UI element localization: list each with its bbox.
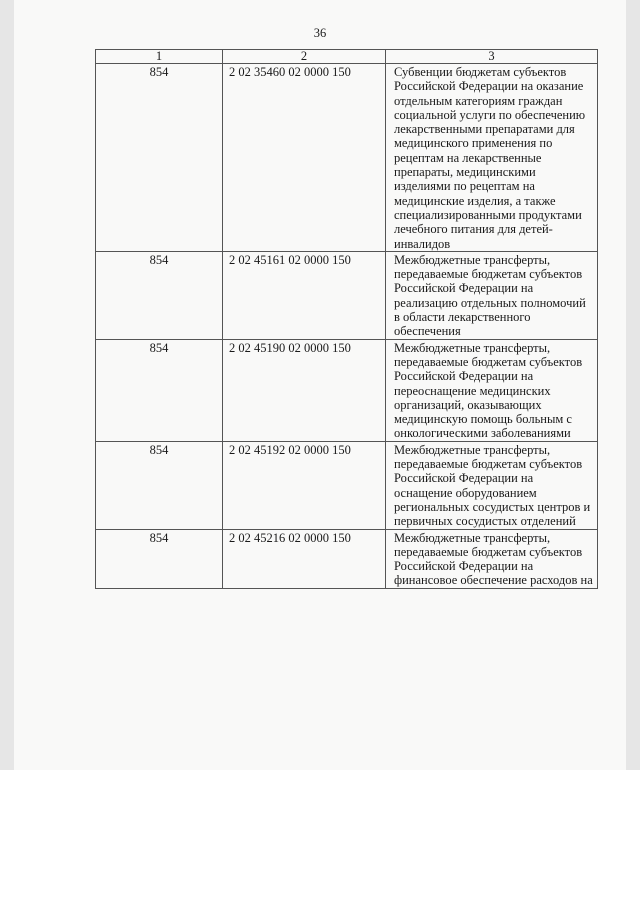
table-header-row	[96, 50, 598, 64]
table-row	[96, 64, 598, 252]
admin-code-cell: 854	[96, 64, 223, 252]
admin-code-cell: 854	[96, 339, 223, 441]
column-header: 1	[96, 50, 223, 64]
admin-code-cell: 854	[96, 529, 223, 588]
table-row	[96, 441, 598, 529]
revenue-name-cell: Межбюджетные трансферты, передаваемые бюджетам субъектов Российской Федерации на оснащение оборудованием региональных сосудистых центров и первичных сосудистых отделений	[386, 441, 598, 529]
column-header: 2	[223, 50, 386, 64]
table-row	[96, 529, 598, 588]
column-header: 3	[386, 50, 598, 64]
revenue-name-cell: Субвенции бюджетам субъектов Российской Федерации на оказание отдельным категориям граждан социальной услуги по обеспечению лекарственными препаратами для медицинского применения по рецептам на лекарственные препараты, медицинскими изделиями по рецептам на медицинские изделия, а также специализированными продуктами лечебного питания для детей-инвалидов	[386, 64, 598, 252]
page-number: 36	[313, 26, 327, 40]
table-row	[96, 339, 598, 441]
kbk-code-cell: 2 02 45190 02 0000 150	[223, 339, 386, 441]
table-row	[96, 251, 598, 339]
kbk-code-cell: 2 02 35460 02 0000 150	[223, 64, 386, 252]
background-below-page	[0, 770, 640, 905]
kbk-code-cell: 2 02 45192 02 0000 150	[223, 441, 386, 529]
kbk-code-cell: 2 02 45161 02 0000 150	[223, 251, 386, 339]
revenue-name-cell: Межбюджетные трансферты, передаваемые бюджетам субъектов Российской Федерации на переоснащение медицинских организаций, оказывающих медицинскую помощь больным с онкологическими заболеваниями	[386, 339, 598, 441]
admin-code-cell: 854	[96, 251, 223, 339]
revenue-name-cell: Межбюджетные трансферты, передаваемые бюджетам субъектов Российской Федерации на финансовое обеспечение расходов на	[386, 529, 598, 588]
admin-code-cell: 854	[96, 441, 223, 529]
revenue-name-cell: Межбюджетные трансферты, передаваемые бюджетам субъектов Российской Федерации на реализацию отдельных полномочий в области лекарственного обеспечения	[386, 251, 598, 339]
kbk-code-cell: 2 02 45216 02 0000 150	[223, 529, 386, 588]
budget-classification-table	[95, 49, 598, 589]
